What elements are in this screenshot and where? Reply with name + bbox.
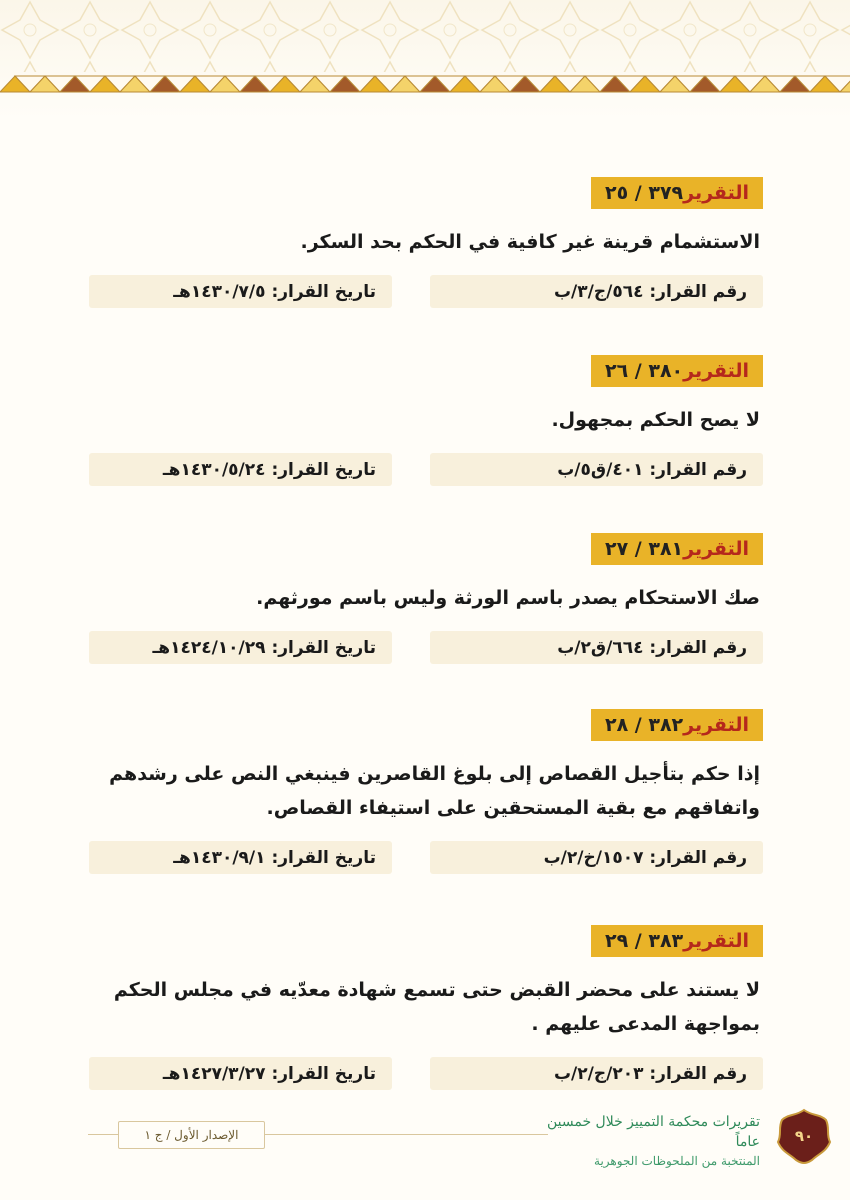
entry-title-tag	[591, 533, 763, 565]
entry-text-line: إذا حكم بتأجيل القصاص إلى بلوغ القاصرين فينبغي النص على رشدهم	[109, 763, 760, 785]
entry-text-line: لا يستند على محضر القبض حتى تسمع شهادة معدّيه في مجلس الحكم	[113, 979, 760, 1001]
decision-date-box: تاريخ القرار: ١٤٣٠/٧/٥هـ	[89, 275, 392, 308]
entry-text	[80, 225, 760, 259]
decision-number-box: رقم القرار: ٥٦٤/ج/٣/ب	[430, 275, 763, 308]
entry-title-word: التقرير	[683, 182, 749, 204]
entry-text	[80, 757, 760, 825]
decision-date-box: تاريخ القرار: ١٤٣٠/٩/١هـ	[89, 841, 392, 874]
entry-title-word: التقرير	[683, 714, 749, 736]
entry-title-number: ٣٨٠ / ٢٦	[604, 360, 684, 382]
entry-title-number: ٣٨١ / ٢٧	[604, 538, 684, 560]
entry-title-word: التقرير	[683, 360, 749, 382]
decision-number-box: رقم القرار: ٢٠٣/ج/٢/ب	[430, 1057, 763, 1090]
entry-title-number: ٣٧٩ / ٢٥	[604, 182, 684, 204]
entry-title-tag	[591, 709, 763, 741]
edition-label: الإصدار الأول / ج ١	[118, 1121, 265, 1149]
decision-date-box: تاريخ القرار: ١٤٢٧/٣/٢٧هـ	[89, 1057, 392, 1090]
decision-date-box: تاريخ القرار: ١٤٣٠/٥/٢٤هـ	[89, 453, 392, 486]
entry-text	[80, 973, 760, 1041]
book-brand	[540, 1112, 760, 1170]
decision-date-box: تاريخ القرار: ١٤٢٤/١٠/٢٩هـ	[89, 631, 392, 664]
entry-text-line: الاستشمام قرينة غير كافية في الحكم بحد السكر.	[300, 231, 760, 253]
entry-text-line: بمواجهة المدعى عليهم .	[531, 1013, 760, 1035]
decision-number-box: رقم القرار: ٦٦٤/ق٢/ب	[430, 631, 763, 664]
entry-text-line: صك الاستحكام يصدر باسم الورثة وليس باسم مورثهم.	[256, 587, 760, 609]
entry-title-word: التقرير	[683, 930, 749, 952]
entry-title-tag	[591, 355, 763, 387]
decision-number-box: رقم القرار: ١٥٠٧/خ/٢/ب	[430, 841, 763, 874]
page-number: ٩٠	[794, 1127, 814, 1145]
entry-title-tag	[591, 925, 763, 957]
entry-title-number: ٣٨٣ / ٢٩	[604, 930, 684, 952]
entry-title-number: ٣٨٢ / ٢٨	[604, 714, 684, 736]
brand-line-1: تقريرات محكمة التمييز خلال خمسين عاماً	[546, 1114, 760, 1150]
entry-text-line: واتفاقهم مع بقية المستحقين على استيفاء القصاص.	[266, 797, 760, 819]
decision-number-box: رقم القرار: ٤٠١/ق٥/ب	[430, 453, 763, 486]
entry-text	[80, 403, 760, 437]
brand-line-2: المنتخبة من الملحوظات الجوهرية	[594, 1154, 760, 1168]
entry-text	[80, 581, 760, 615]
entry-title-word: التقرير	[683, 538, 749, 560]
entry-title-tag	[591, 177, 763, 209]
page-number-badge	[776, 1108, 832, 1164]
entry-text-line: لا يصح الحكم بمجهول.	[551, 409, 760, 431]
